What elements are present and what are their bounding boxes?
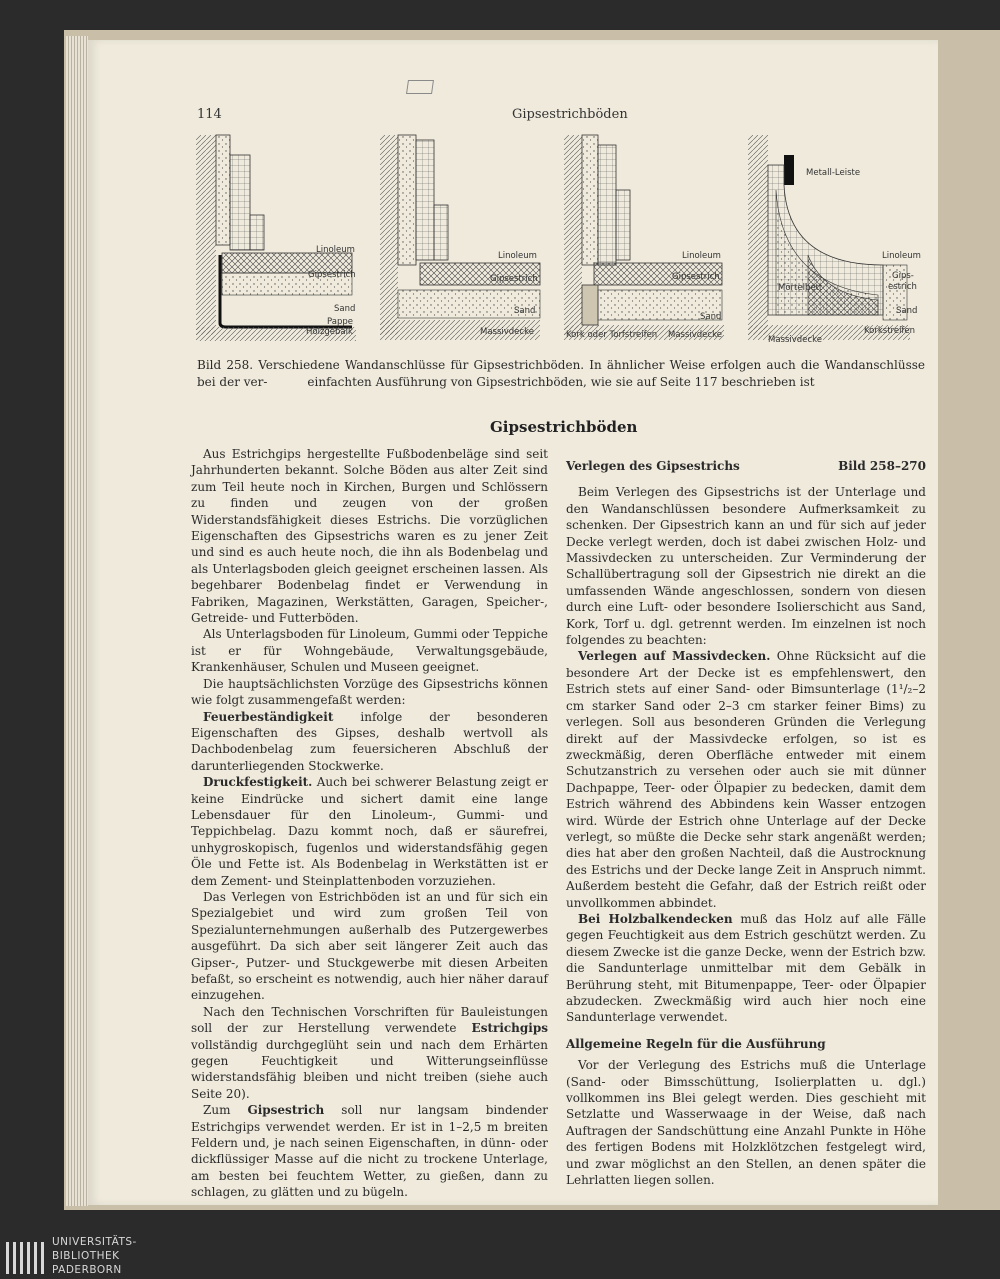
term-bold: Feuerbeständigkeit xyxy=(203,709,334,724)
figure-4-label: Sand xyxy=(896,306,918,316)
figure-wall-joint-4 xyxy=(748,135,921,345)
figure-4-label: Linoleum xyxy=(882,251,921,261)
paragraph-text: infolge der besonderen Eigenschaften des Gipses, deshalb wertvoll als Dachbodenbelag zum feuersicheren Abschluß der darunterliegenden Stockwerke. xyxy=(191,709,548,773)
running-title: Gipsestrichböden xyxy=(512,107,628,122)
figure-2-label: Linoleum xyxy=(498,251,537,261)
term-bold: Bei Holzbalkendecken xyxy=(578,911,733,926)
paragraph: Vor der Verlegung des Estrichs muß die Unterlage (Sand- oder Bimsschüttung, Isolierplatten u. dgl.) vollkommen ins Blei gelegt werden. Dies geschieht mit Setzlatte und Wasserwaage in der Weise, daß nach Auftragen der Sandschüttung eine Anzahl Punkte in Höhe des fertigen Bodens mit Holzklötzchen festgelegt wird, und zwar möglichst an den Stellen, an denen später die Lehrlatten liegen sollen. xyxy=(566,1058,926,1188)
paragraph-text: soll nur langsam bindender Estrichgips verwendet werden. Er ist in 1–2,5 m breiten Feldern und, je nach seinen Eigenschaften, in dünn- oder dickflüssiger Masse auf die nicht zu trockene Unterlage, am besten bei feuchtem Wetter, zu gießen, dann zu schlagen, zu glätten und zu bügeln. xyxy=(191,1103,548,1200)
paragraph: Die hauptsächlichsten Vorzüge des Gipsestrichs können wie folgt zusammengefaßt werden: xyxy=(191,676,548,708)
figure-3-label: Kork oder Torfstreifen xyxy=(566,330,658,340)
paragraph xyxy=(191,709,548,775)
paragraph xyxy=(191,774,548,889)
paragraph-text: Auch bei schwerer Belastung zeigt er keine Eindrücke und sichert damit eine lange Lebensdauer für den Linoleum-, Gummi- und Teppichbelag. Dazu kommt noch, daß er säurefrei, unhygroskopisch, fugenlos und widerstandsfähig gegen Öle und Fette ist. Als Bodenbelag in Werkstätten ist er dem Zement- und Steinplattenboden vorzuziehen. xyxy=(191,775,548,888)
paragraph xyxy=(191,1102,548,1200)
figure-1-label: Sand xyxy=(334,304,356,314)
figure-wall-joint-3 xyxy=(564,135,729,345)
library-logo xyxy=(0,1232,200,1279)
term-bold: Estrichgips xyxy=(471,1021,548,1036)
page-edges xyxy=(66,36,88,1206)
figure-1-label: Holzgebalk xyxy=(306,327,353,337)
figure-4-label: Korkstreifen xyxy=(864,326,916,336)
subsection-heading xyxy=(566,458,926,474)
term-bold: Druckfestigkeit. xyxy=(203,775,313,790)
figure-3-label: Sand xyxy=(700,312,722,322)
figure-caption-continued: einfachten Ausführung von Gipsestrichböden, wie sie auf Seite 117 beschrieben ist xyxy=(307,375,815,389)
term-bold: Gipsestrich xyxy=(247,1103,325,1118)
figure-1-label: Gipsestrich xyxy=(308,270,356,280)
figure-2-label: Gipsestrich xyxy=(490,274,538,284)
figure-3-label: Gipsestrich xyxy=(672,272,720,282)
paragraph xyxy=(191,1004,548,1102)
page-number: 114 xyxy=(197,107,222,122)
figure-3-label: Linoleum xyxy=(682,251,721,261)
figure-4-label: Mörtelbett xyxy=(778,283,823,293)
left-column xyxy=(191,446,548,1201)
paragraph xyxy=(566,911,926,1026)
figure-2-label: Massivdecke xyxy=(480,327,534,337)
logo-mark-icon xyxy=(4,1236,48,1276)
figure-reference: Bild 258–270 xyxy=(838,459,926,473)
pencil-mark xyxy=(406,80,434,94)
paragraph-text: Zum xyxy=(203,1103,248,1118)
paragraph xyxy=(566,648,926,911)
term-bold: Verlegen auf Massivdecken. xyxy=(578,649,771,664)
section-title: Gipsestrichböden xyxy=(490,418,638,436)
logo-text-line: PADERBORN xyxy=(52,1264,122,1276)
paragraph-text: vollständig durchgeglüht sein und nach dem Erhärten gegen Feuchtigkeit und Witterungseinflüsse widerstandsfähig bleiben und nicht treiben (siehe auch Seite 20). xyxy=(191,1037,548,1101)
paragraph: Als Unterlagsboden für Linoleum, Gummi oder Teppiche ist er für Wohngebäude, Verwaltungsgebäude, Krankenhäuser, Schulen und Museen geeignet. xyxy=(191,627,548,675)
paragraph-text: muß das Holz auf alle Fälle gegen Feuchtigkeit aus dem Estrich geschützt werden. Zu diesem Zwecke ist die ganze Decke, wenn der Estrich bzw. die Sandunterlage unmittelbar mit dem Gebälk in Berührung steht, mit Bitumenpappe, Teer- oder Ölpapier abzudecken. Zweckmäßig wird auch hier noch eine Sandunterlage verwendet. xyxy=(566,911,926,1025)
figure-wall-joint-1 xyxy=(196,135,361,345)
figure-wall-joint-2 xyxy=(380,135,545,345)
figure-3-label: Massivdecke xyxy=(668,330,722,340)
figure-caption: Bild 258. Verschiedene Wandanschlüsse für Gipsestrichböden. In ähnlicher Weise erfolgen auch die Wandanschlüsse bei der ver- xyxy=(197,358,925,389)
figure-4-label: estrich xyxy=(888,282,917,292)
figure-1-label: Pappe xyxy=(327,317,353,327)
figure-4-label: Metall-Leiste xyxy=(806,168,861,178)
paragraph: Beim Verlegen des Gipsestrichs ist der Unterlage und den Wandanschlüssen besondere Aufmerksamkeit zu schenken. Der Gipsestrich kann an und für sich auf jeder Decke verlegt werden, doch ist dabei zwischen Holz- und Massivdecken zu unterscheiden. Zur Verminderung der Schallübertragung soll der Gipsestrich nie direkt an die umfassenden Wände angeschlossen, sondern von diesen durch eine Luft- oder besondere Isolierschicht aus Sand, Kork, Torf u. dgl. getrennt werden. Im einzelnen ist noch folgendes zu beachten: xyxy=(566,485,926,648)
paragraph-text: Ohne Rücksicht auf die besondere Art der Decke ist es empfehlenswert, den Estrich stets auf einer Sand- oder Bimsunterlage (1¹/₂–2 cm starker Sand oder 2–3 cm starker feiner Bims) zu verlegen. Soll aus besonderen Gründen die Verlegung direkt auf der Massivdecke erfolgen, so ist es zweckmäßig, deren Oberfläche entweder mit einem Schutzanstrich zu versehen oder auch sie mit dünner Dachpappe, Teer- oder Ölpapier zu bedecken, damit dem Estrich während des Abbindens kein Wasser entzogen wird. Würde der Estrich ohne Unterlage auf der Decke verlegt, so müßte die Decke sehr stark angenäßt werden; dies hat aber den großen Nachteil, daß die Austrocknung des Estrichs und der Decke lange Zeit in Anspruch nimmt. Außerdem besteht die Gefahr, daß der Estrich reißt oder unvollkommen abbindet. xyxy=(566,649,926,910)
subsection-title: Verlegen des Gipsestrichs xyxy=(566,459,740,473)
figure-4-label: Gips- xyxy=(892,271,914,281)
figure-1-label: Linoleum xyxy=(316,245,355,255)
right-column xyxy=(566,458,926,1188)
figure-2-label: Sand xyxy=(514,306,536,316)
logo-text-line: UNIVERSITÄTS- xyxy=(52,1236,137,1248)
paragraph-text: Nach den Technischen Vorschriften für Bauleistungen soll der zur Herstellung verwendete xyxy=(191,1004,548,1036)
paragraph: Aus Estrichgips hergestellte Fußbodenbeläge sind seit Jahrhunderten bekannt. Solche Böden aus alter Zeit sind zum Teil heute noch in Kirchen, Burgen und Schlössern zu finden und zeugen von der großen Widerstandsfähigkeit dieses Estrichs. Die vorzüglichen Eigenschaften des Gipsestrichs waren es zu jener Zeit und sind es auch heute noch, die ihn als Bodenbelag und als Unterlagsboden gleich geeignet erscheinen lassen. Als begehbarer Bodenbelag findet er Verwendung in Fabriken, Magazinen, Werkstätten, Garagen, Speicher-, Getreide- und Futterböden. xyxy=(191,447,548,626)
figure-4-label: Massivdecke xyxy=(768,335,822,345)
paragraph: Das Verlegen von Estrichböden ist an und für sich ein Spezialgebiet und wird zum großen Teil von Spezialunternehmungen außerhalb des Putzergewerbes ausgeführt. Da sich aber seit längerer Zeit auch das Gipser-, Putzer- und Stuckgewerbe mit diesen Arbeiten befaßt, so erscheint es notwendig, auch hier näher darauf einzugehen. xyxy=(191,889,548,1003)
logo-text-line: BIBLIOTHEK xyxy=(52,1250,120,1262)
subsection-title: Allgemeine Regeln für die Ausführung xyxy=(566,1036,826,1051)
